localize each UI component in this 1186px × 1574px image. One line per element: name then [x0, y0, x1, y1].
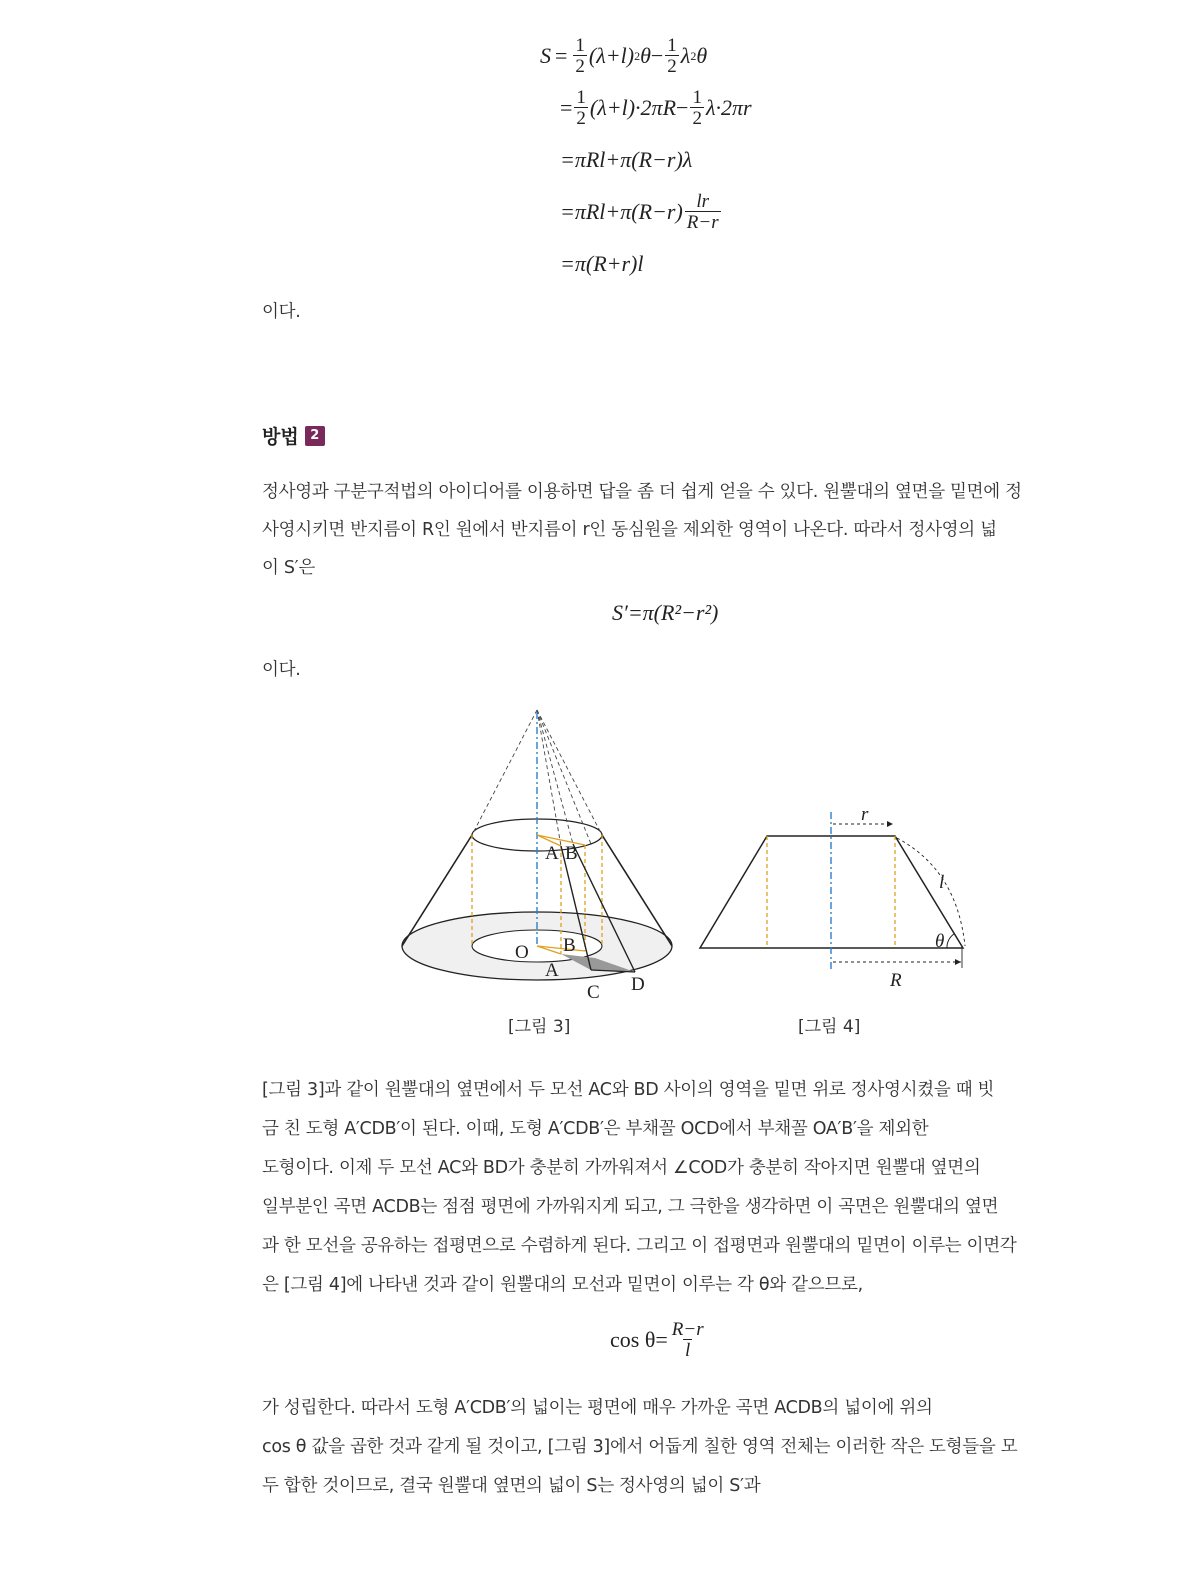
eq-line-3: =πRl+π(R−r)λ — [560, 147, 693, 172]
frac-den: 2 — [692, 108, 702, 129]
eq-line-4 — [540, 186, 752, 238]
fig3-label-A: A — [545, 843, 559, 864]
figure-3-caption: [그림 3] — [508, 1017, 571, 1037]
fig3-label-A-prime: A — [545, 960, 559, 981]
fig4-label-l: l — [939, 872, 945, 893]
eq-term: θ — [640, 43, 651, 68]
para1-line-3: 이 S′은 — [262, 558, 315, 578]
method-heading — [262, 422, 325, 449]
frac-den: 2 — [667, 56, 677, 77]
para2-line-6: 은 [그림 4]에 나타낸 것과 같이 원뿔대의 모선과 밑면이 이루는 각 θ와 같으므로, — [262, 1275, 863, 1295]
surface-area-derivation — [540, 30, 752, 290]
eq-term: λ — [680, 43, 691, 68]
cos-fraction — [670, 1320, 706, 1360]
frac-num: 1 — [667, 35, 677, 56]
para2-line-1: [그림 3]과 같이 원뿔대의 옆면에서 두 모선 AC와 BD 사이의 영역을 밑면 위로 정사영시켰을 때 빗 — [262, 1080, 995, 1100]
figure-3-frustum — [395, 708, 685, 1008]
eq-line-1 — [540, 30, 752, 82]
half-fraction — [690, 88, 704, 128]
eq-minus: − — [676, 95, 689, 120]
para3-line-1: 가 성립한다. 따라서 도형 A′CDB′의 넓이는 평면에 매우 가까운 곡면 ACDB의 넓이에 위의 — [262, 1398, 933, 1418]
para1-line-1: 정사영과 구분구적법의 아이디어를 이용하면 답을 좀 더 쉽게 얻을 수 있다. 원뿔대의 옆면을 밑면에 정 — [262, 482, 1022, 502]
figure-4-caption: [그림 4] — [798, 1017, 861, 1037]
text-ida: 이다. — [262, 302, 301, 322]
frac-num: 1 — [692, 87, 702, 108]
frac-num: 1 — [575, 35, 585, 56]
frac-num: R−r — [671, 1319, 704, 1340]
projection-area-equation: S′=π(R²−r²) — [612, 600, 719, 625]
text-ida: 이다. — [262, 660, 301, 680]
para2-line-3: 도형이다. 이제 두 모선 AC와 BD가 충분히 가까워져서 ∠COD가 충분히 작아지면 원뿔대 옆면의 — [262, 1158, 981, 1178]
method-label: 방법 — [262, 426, 299, 448]
fig3-label-D: D — [631, 974, 645, 995]
fig3-label-B: B — [565, 843, 578, 864]
para2-line-2: 금 친 도형 A′CDB′이 된다. 이때, 도형 A′CDB′은 부채꼴 OCD에서 부채꼴 OA′B′을 제외한 — [262, 1119, 929, 1139]
method-number-badge: 2 — [305, 426, 325, 446]
frac-den: 2 — [575, 56, 585, 77]
half-fraction — [574, 88, 588, 128]
frac-den: 2 — [576, 108, 586, 129]
eq-term: λ·2πr — [705, 95, 752, 120]
eq-term: (λ+l)·2πR — [589, 95, 677, 120]
eq-exp: 2 — [690, 48, 697, 63]
eq-exp: 2 — [634, 48, 641, 63]
lr-fraction — [685, 192, 721, 232]
half-fraction — [573, 36, 587, 76]
eq-term: θ — [696, 43, 708, 68]
eq-sign: = — [555, 43, 568, 68]
eq-line-2 — [540, 82, 752, 134]
figure-4-cross-section — [695, 800, 975, 1000]
eq-term: =πRl+π(R−r) — [560, 199, 683, 224]
para3-line-3: 두 합한 것이므로, 결국 원뿔대 옆면의 넓이 S는 정사영의 넓이 S′과 — [262, 1476, 761, 1496]
para2-line-5: 과 한 모선을 공유하는 접평면으로 수렴하게 된다. 그리고 이 접평면과 원뿔대의 밑면이 이루는 이면각 — [262, 1236, 1017, 1256]
eq-line-5: =π(R+r)l — [560, 251, 644, 276]
fig4-label-R: R — [890, 970, 902, 991]
eq-lhs: S — [540, 43, 551, 68]
frac-den: l — [685, 1340, 691, 1361]
para2-line-4: 일부분인 곡면 ACDB는 점점 평면에 가까워지게 되고, 그 극한을 생각하면 이 곡면은 원뿔대의 옆면 — [262, 1197, 999, 1217]
fig4-label-r: r — [861, 804, 869, 825]
eq-lhs: cos θ= — [610, 1327, 668, 1352]
frac-den: R−r — [686, 212, 719, 233]
frac-num: lr — [696, 191, 710, 212]
fig3-label-B-prime: B — [563, 935, 576, 956]
fig3-label-C: C — [587, 982, 600, 1003]
cos-theta-equation — [610, 1320, 708, 1360]
eq-term: (λ+l) — [588, 43, 635, 68]
para3-line-2: cos θ 값을 곱한 것과 같게 될 것이고, [그림 3]에서 어둡게 칠한 영역 전체는 이러한 작은 도형들을 모 — [262, 1437, 1018, 1457]
fig3-label-O: O — [515, 942, 529, 963]
eq-minus: − — [650, 43, 664, 68]
half-fraction — [665, 36, 679, 76]
para1-line-2: 사영시키면 반지름이 R인 원에서 반지름이 r인 동심원을 제외한 영역이 나온다. 따라서 정사영의 넓 — [262, 520, 997, 540]
fig4-label-theta: θ — [935, 931, 945, 952]
frac-num: 1 — [576, 87, 586, 108]
eq-sign: = — [560, 95, 573, 120]
